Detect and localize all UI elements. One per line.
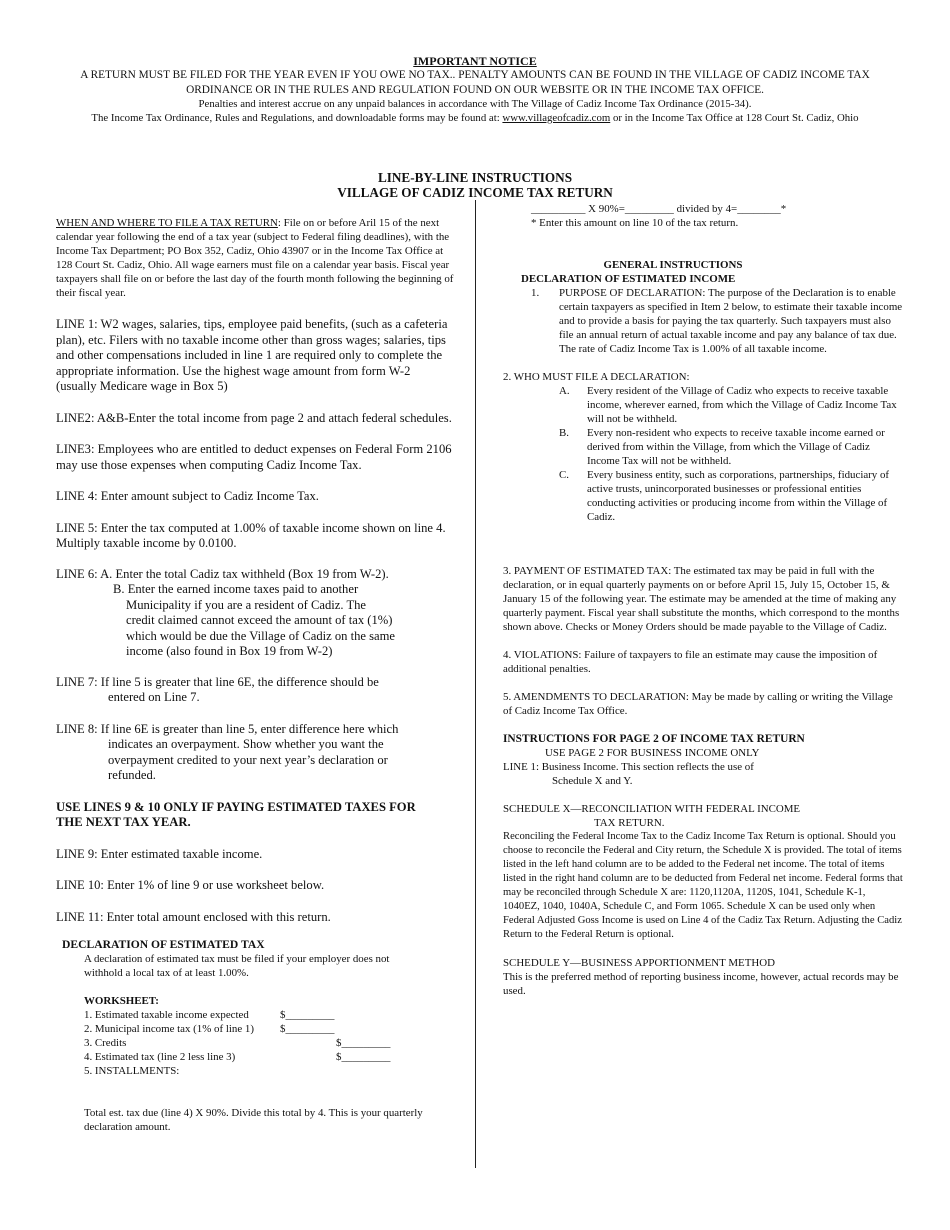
calc-line: __________ X 90%=_________ divided by 4=________*: [531, 203, 787, 215]
notice-line-1: A RETURN MUST BE FILED FOR THE YEAR EVEN IF YOU OWE NO TAX.. PENALTY AMOUNTS CAN BE FOUND IN THE VILLAGE OF CADIZ INCOME TAX ORDINANCE OR IN THE RULES AND REGULATION FOUND ON OUR WEBSITE OR IN THE INCOME TAX OFFICE.: [80, 69, 870, 96]
declaration-title: DECLARATION OF ESTIMATED TAX: [62, 938, 265, 951]
when-where-paragraph: [56, 216, 454, 300]
item-2a-label: A.: [559, 385, 570, 397]
left-column: [56, 216, 454, 1134]
line-6b-instruction-head: B. Enter the earned income taxes paid to another: [113, 582, 359, 596]
line-7-instruction-body: entered on Line 7.: [108, 690, 200, 704]
schedule-x-text: Reconciling the Federal Income Tax to the Cadiz Income Tax Return is optional. Should you choose to reconcile the Federal and City return, the Schedule X is provided. The total of items listed in the left hand column are to be added to the Federal net income. The total of items listed in the right hand column are to be deducted from Federal net income. Federal forms that may be reconciled through Schedule X are: 1120,1120A, 1120S, 1041, Schedule K-1, 1040EZ, 1040, 1040A, Schedule C, and Form 1065. Schedule X can be used only when Federal Adjusted Goss Income is used on Line 4 of the Cadiz Tax Return. Adjusting the Cadiz Return to the Federal Return is optional.: [503, 831, 903, 940]
schedule-y-title: SCHEDULE Y—BUSINESS APPORTIONMENT METHOD: [503, 957, 775, 969]
worksheet-row: [84, 1036, 390, 1050]
item-1: [503, 286, 903, 356]
line-11-instruction: LINE 11: Enter total amount enclosed with this return.: [56, 909, 331, 924]
line-6b-instruction-body: Municipality if you are a resident of Cadiz. The credit claimed cannot exceed the amount of tax (1%) which would be due the Village of Cadiz on the same income (also found in Box 19 from W-2): [126, 597, 396, 658]
heading-line-1: LINE-BY-LINE INSTRUCTIONS: [377, 170, 573, 185]
estimated-taxes-note: USE LINES 9 & 10 ONLY IF PAYING ESTIMATED TAXES FOR THE NEXT TAX YEAR.: [56, 799, 416, 829]
worksheet-row: [84, 1008, 390, 1022]
item-2b: [503, 426, 903, 468]
line-1-instruction: LINE 1: W2 wages, salaries, tips, employee paid benefits, (such as a cafeteria plan), etc. Filers with no taxable income other than gross wages; salaries, tips and other compensations included in line 1 are required only to complete the appropriate information. Use the highest wage amount from form W-2 (usually Medicare wage in Box 5): [56, 317, 448, 393]
item-3-text: 3. PAYMENT OF ESTIMATED TAX: The estimated tax may be paid in full with the declaration, or in equal quarterly payments on or before April 15, July 15, October 15, & January 15 of the following year. The estimate may be amended at the time of making any quarterly payment. Fiscal year shall substitute the months, which correspond to the months shown above. Checks or Money Orders should be made payable to the Village of Cadiz.: [503, 565, 900, 633]
item-4-text: 4. VIOLATIONS: Failure of taxpayers to file an estimate may cause the imposition of additional penalties.: [503, 649, 878, 675]
notice-line-3: [60, 111, 890, 125]
worksheet-table: [84, 1008, 390, 1078]
worksheet-row-label: 2. Municipal income tax (1% of line 1): [84, 1023, 254, 1035]
notice-line-3-b: or in the Income Tax Office at 128 Court St. Cadiz, Ohio: [610, 112, 859, 125]
notice-line-2: Penalties and interest accrue on any unpaid balances in accordance with The Village of Cadiz Income Tax Ordinance (2015-34).: [198, 97, 752, 110]
notice-line-3-a: The Income Tax Ordinance, Rules and Regulations, and downloadable forms may be found at:: [91, 112, 503, 125]
declaration-text: A declaration of estimated tax must be filed if your employer does not withhold a local tax of at least 1.00%.: [84, 953, 390, 979]
item-2b-label: B.: [559, 427, 569, 439]
important-notice: [60, 54, 890, 125]
line-8-instruction-body: indicates an overpayment. Show whether you want the overpayment credited to your next year’s declaration or refunded.: [108, 737, 388, 782]
item-5-text: 5. AMENDMENTS TO DECLARATION: May be made by calling or writing the Village of Cadiz Income Tax Office.: [503, 691, 893, 717]
line-4-instruction: LINE 4: Enter amount subject to Cadiz Income Tax.: [56, 489, 319, 503]
worksheet-blank: $_________: [280, 1023, 335, 1035]
total-estimate-text: Total est. tax due (line 4) X 90%. Divide this total by 4. This is your quarterly declaration amount.: [84, 1107, 423, 1133]
worksheet-blank: $_________: [336, 1037, 391, 1049]
line-3-instruction: LINE3: Employees who are entitled to deduct expenses on Federal Form 2106 may use those expenses when computing Cadiz Income Tax.: [56, 442, 452, 472]
right-column: [503, 202, 903, 998]
worksheet-blank: $_________: [280, 1009, 335, 1021]
heading-line-2: VILLAGE OF CADIZ INCOME TAX RETURN: [337, 185, 613, 200]
page-heading: [0, 170, 950, 200]
page-2-line-1-body: Schedule X and Y.: [552, 775, 633, 787]
worksheet-row-label: 5. INSTALLMENTS:: [84, 1065, 180, 1077]
schedule-y-text: This is the preferred method of reporting business income, however, actual records may be used.: [503, 971, 899, 997]
worksheet-row-label: 3. Credits: [84, 1037, 127, 1049]
page-2-line-1-head: LINE 1: Business Income. This section reflects the use of: [503, 761, 754, 773]
worksheet-row: [84, 1064, 390, 1078]
calc-note: * Enter this amount on line 10 of the tax return.: [531, 217, 739, 229]
item-2b-text: Every non-resident who expects to receive taxable income earned or derived from within the Village, from which the Village of Cadiz Income Tax will not be withheld.: [587, 427, 885, 467]
item-2c-text: Every business entity, such as corporations, partnerships, fiduciary of active trusts, unincorporated businesses or professional entities conducting activities or producing income from within the Village of Cadiz.: [587, 469, 890, 523]
worksheet-row-label: 1. Estimated taxable income expected: [84, 1009, 249, 1021]
item-2c-label: C.: [559, 469, 569, 481]
item-2a-text: Every resident of the Village of Cadiz who expects to receive taxable income, wherever earned, from which the Village of Cadiz Income Tax will not be withheld.: [587, 385, 897, 425]
website-link[interactable]: www.villageofcadiz.com: [502, 112, 611, 125]
page-2-subtitle: USE PAGE 2 FOR BUSINESS INCOME ONLY: [545, 747, 760, 759]
line-8-instruction-head: LINE 8: If line 6E is greater than line 5, enter difference here which: [56, 721, 399, 736]
when-where-label: WHEN AND WHERE TO FILE A TAX RETURN: [56, 217, 278, 229]
item-2-title: 2. WHO MUST FILE A DECLARATION:: [503, 371, 690, 383]
worksheet-blank: $_________: [336, 1051, 391, 1063]
notice-title: IMPORTANT NOTICE: [413, 54, 537, 68]
worksheet-row-label: 4. Estimated tax (line 2 less line 3): [84, 1051, 236, 1063]
page-2-title: INSTRUCTIONS FOR PAGE 2 OF INCOME TAX RETURN: [503, 733, 805, 745]
line-7-instruction-head: LINE 7: If line 5 is greater that line 6E, the difference should be: [56, 674, 379, 689]
general-instructions-title: GENERAL INSTRUCTIONS: [603, 259, 743, 271]
worksheet-title: WORKSHEET:: [84, 995, 159, 1007]
worksheet-row: [84, 1022, 390, 1036]
worksheet-row: [84, 1050, 390, 1064]
item-1-number: 1.: [531, 287, 540, 299]
declaration-estimated-income-title: DECLARATION OF ESTIMATED INCOME: [521, 273, 736, 285]
line-5-instruction: LINE 5: Enter the tax computed at 1.00% of taxable income shown on line 4. Multiply taxable income by 0.0100.: [56, 520, 446, 550]
line-9-instruction: LINE 9: Enter estimated taxable income.: [56, 846, 263, 861]
line-6a-instruction: LINE 6: A. Enter the total Cadiz tax withheld (Box 19 from W-2).: [56, 566, 389, 581]
line-10-instruction: LINE 10: Enter 1% of line 9 or use worksheet below.: [56, 878, 325, 892]
schedule-x-title-body: TAX RETURN.: [594, 817, 665, 829]
schedule-x-title-head: SCHEDULE X—RECONCILIATION WITH FEDERAL INCOME: [503, 803, 801, 815]
line-2-instruction: LINE2: A&B-Enter the total income from page 2 and attach federal schedules.: [56, 410, 452, 425]
when-where-text: : File on or before Aril 15 of the next calendar year following the end of a tax year (subject to Federal filing deadlines), with the Income Tax Department; PO Box 352, Cadiz, Ohio 43907 or in the Income Tax Office at 128 Court St. Cadiz, Ohio. All wage earners must file on a calendar year basis. Fiscal year taxpayers shall file on or before the last day of the fourth month following the beginning of their fiscal year.: [56, 217, 454, 299]
item-1-text: PURPOSE OF DECLARATION: The purpose of the Declaration is to enable certain taxpayers as specified in Item 2 below, to estimate their taxable income and to provide a basis for paying the tax quarterly. Such taxpayers must also file an annual return of actual taxable income and pay any balance of tax due. The rate of Cadiz Income Tax is 1.00% of all taxable income.: [559, 287, 903, 355]
item-2a: [503, 384, 903, 426]
column-divider: [475, 200, 476, 1168]
item-2c: [503, 468, 903, 524]
